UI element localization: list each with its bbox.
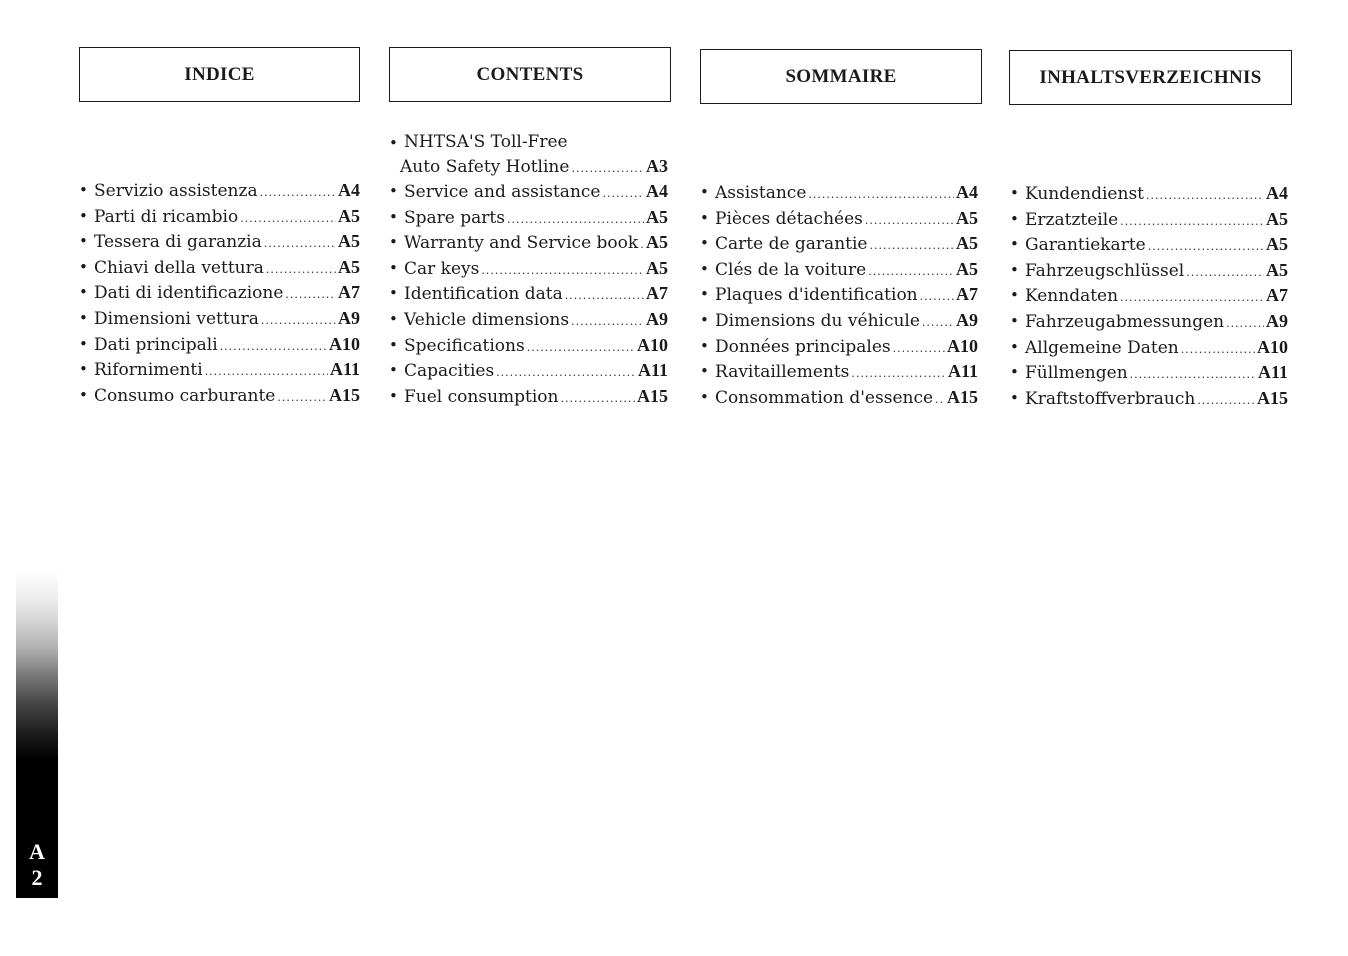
toc-item-label: • Carte de garantie [715,234,868,255]
dot-leader [808,182,954,208]
dot-leader [922,310,954,336]
toc-item-label: • Warranty and Service book [404,233,639,254]
toc-item-page: A9 [956,309,978,330]
toc-item[interactable] [1010,207,1288,233]
toc-item[interactable] [389,256,668,282]
toc-item-label: • Consommation d'essence [715,387,934,408]
toc-item-label: • Dati di identificazione [94,283,284,304]
dot-leader [1148,234,1264,260]
toc-list-contents [389,131,668,409]
toc-item[interactable] [700,180,978,206]
toc-item[interactable] [79,383,360,409]
toc-item[interactable] [79,229,360,255]
heading-sommaire: SOMMAIRE [700,49,982,104]
toc-item[interactable] [389,307,668,333]
toc-item[interactable] [389,179,668,205]
toc-item-label: • Car keys [404,258,480,279]
toc-item-label: • Service and assistance [404,182,601,202]
heading-inhaltsverzeichnis: INHALTSVERZEICHNIS [1009,50,1292,105]
dot-leader [640,232,644,258]
toc-item[interactable] [79,178,360,204]
toc-item[interactable] [1010,181,1288,207]
toc-item[interactable] [700,282,978,308]
toc-item-label: • Chiavi della vettura [94,257,264,278]
toc-item-page: A9 [338,307,360,328]
toc-item[interactable] [79,306,360,332]
toc-item-label-line1: • NHTSA'S Toll-Free [404,132,568,152]
toc-item[interactable] [389,230,668,256]
dot-leader [261,308,336,334]
toc-item-label: • Rifornimenti [94,360,203,381]
toc-item-label: • Fahrzeugschlüssel [1025,260,1185,281]
dot-leader [893,336,945,362]
toc-item[interactable] [1010,232,1288,258]
toc-item-page: A5 [338,256,360,277]
dot-leader [264,231,336,257]
dot-leader [285,282,336,308]
toc-item-label: • Allgemeine Daten [1025,337,1179,358]
toc-item-page: A15 [637,385,668,406]
toc-item-label: • Consumo carburante [94,385,276,406]
toc-item-page: A5 [956,258,978,279]
dot-leader [220,334,327,360]
toc-item-page: A11 [1257,362,1288,383]
toc-item-page: A5 [1266,234,1288,255]
toc-item-page: A5 [646,257,668,278]
toc-item-page: A5 [646,232,668,253]
heading-contents: CONTENTS [389,47,671,102]
toc-item[interactable] [1010,335,1288,361]
toc-item[interactable] [79,204,360,230]
section-letter: A [29,839,45,864]
toc-item[interactable] [1010,309,1288,335]
toc-item[interactable] [700,334,978,360]
toc-item[interactable] [1010,386,1288,412]
dot-leader [481,258,644,284]
toc-item-label: • Erzatzteile [1025,209,1119,230]
toc-item[interactable] [79,280,360,306]
toc-item-label: • Dimensioni vettura [94,308,259,329]
dot-leader [527,335,635,361]
toc-item[interactable] [700,385,978,411]
toc-item-page: A11 [329,359,360,380]
heading-indice: INDICE [79,47,360,102]
toc-item[interactable] [1010,360,1288,386]
toc-item-page: A10 [1257,336,1288,357]
dot-leader [851,361,946,387]
page-number: 2 [31,865,43,890]
toc-item-page: A4 [1266,183,1288,203]
toc-item-label-line2: Auto Safety Hotline [400,157,570,177]
toc-item-page: A10 [637,334,668,355]
toc-item-page: A11 [947,361,978,382]
toc-item-page: A4 [646,181,668,201]
toc-item[interactable] [389,333,668,359]
toc-item-page: A10 [329,333,360,354]
toc-item-page: A5 [338,205,360,226]
toc-item[interactable] [700,359,978,385]
toc-item[interactable] [700,206,978,232]
dot-leader [869,233,954,259]
toc-item-page: A5 [338,231,360,252]
toc-list-sommaire [700,180,978,410]
toc-item[interactable] [389,358,668,384]
toc-item[interactable] [79,332,360,358]
dot-leader [496,360,636,386]
dot-leader [1197,388,1255,414]
toc-list-inhaltsverzeichnis [1010,181,1288,411]
toc-item[interactable] [700,257,978,283]
toc-list-indice [79,178,360,408]
toc-item-label: • Fahrzeugabmessungen [1025,311,1225,332]
toc-item-page: A3 [646,156,668,176]
dot-leader [507,207,644,233]
toc-item-label: • Kraftstoffverbrauch [1025,388,1196,409]
dot-leader [205,359,328,385]
toc-item-page: A15 [947,386,978,407]
toc-item-label: • Kundendienst [1025,184,1144,204]
toc-item-label: • Capacities [404,361,495,382]
dot-leader [571,309,644,335]
dot-leader [240,206,336,232]
toc-item-page: A4 [956,182,978,202]
dot-leader [1146,183,1264,209]
toc-item-label: • Données principales [715,336,891,357]
dot-leader [920,284,954,310]
toc-item-page: A9 [1266,310,1288,331]
toc-item-page: A5 [646,206,668,227]
toc-item-label: • Füllmengen [1025,363,1128,384]
toc-item-label: • Parti di ricambio [94,206,239,227]
toc-item-label: • Fuel consumption [404,386,559,407]
dot-leader [1226,311,1264,337]
toc-item-label: • Assistance [715,183,807,203]
dot-leader [602,181,644,207]
toc-item-page: A5 [956,207,978,228]
toc-item[interactable] [79,255,360,281]
toc-item-page: A15 [329,384,360,405]
dot-leader [865,208,954,234]
toc-item-label: • Pièces détachées [715,208,863,229]
toc-item-label: • Servizio assistenza [94,181,258,201]
dot-leader [1186,260,1264,286]
toc-item[interactable] [700,231,978,257]
toc-item[interactable] [389,205,668,231]
dot-leader [560,386,635,412]
toc-item-label: • Clés de la voiture [715,259,867,280]
toc-item-page: A7 [646,283,668,304]
toc-item-label: • Spare parts [404,207,505,228]
toc-item-page: A7 [338,282,360,303]
dot-leader [565,283,644,309]
toc-item[interactable] [1010,283,1288,309]
toc-item-page: A4 [338,180,360,200]
dot-leader [1130,362,1256,388]
toc-item-label: • Kenndaten [1025,286,1119,307]
toc-item-label: • Vehicle dimensions [404,309,570,330]
toc-item[interactable] [700,308,978,334]
toc-item-label: • Ravitaillements [715,362,850,383]
dot-leader [1120,285,1264,311]
toc-item-page: A9 [646,308,668,329]
toc-item-label: • Tessera di garanzia [94,232,262,253]
toc-item-page: A7 [956,284,978,305]
toc-item-label: • Garantiekarte [1025,235,1146,256]
toc-item[interactable] [389,281,668,307]
toc-item-hotline[interactable] [389,131,668,179]
toc-item-page: A10 [947,335,978,356]
toc-item-page: A5 [1266,259,1288,280]
dot-leader [1120,209,1264,235]
section-tab [16,832,58,898]
toc-item-page: A11 [637,360,668,381]
toc-item[interactable] [1010,258,1288,284]
toc-item-label: • Specifications [404,335,525,356]
dot-leader [260,180,336,206]
toc-item[interactable] [389,384,668,410]
toc-item-page: A5 [1266,208,1288,229]
toc-item[interactable] [79,357,360,383]
dot-leader [935,387,945,413]
dot-leader [1181,337,1255,363]
toc-item-label: • Identification data [404,284,563,305]
toc-item-page: A7 [1266,285,1288,306]
toc-item-label: • Dimensions du véhicule [715,310,920,331]
toc-item-label: • Dati principali [94,334,218,355]
dot-leader [868,259,954,285]
toc-item-label: • Plaques d'identification [715,285,918,306]
toc-item-page: A5 [956,233,978,254]
dot-leader [277,385,327,411]
dot-leader [266,257,336,283]
toc-item-page: A15 [1257,387,1288,408]
